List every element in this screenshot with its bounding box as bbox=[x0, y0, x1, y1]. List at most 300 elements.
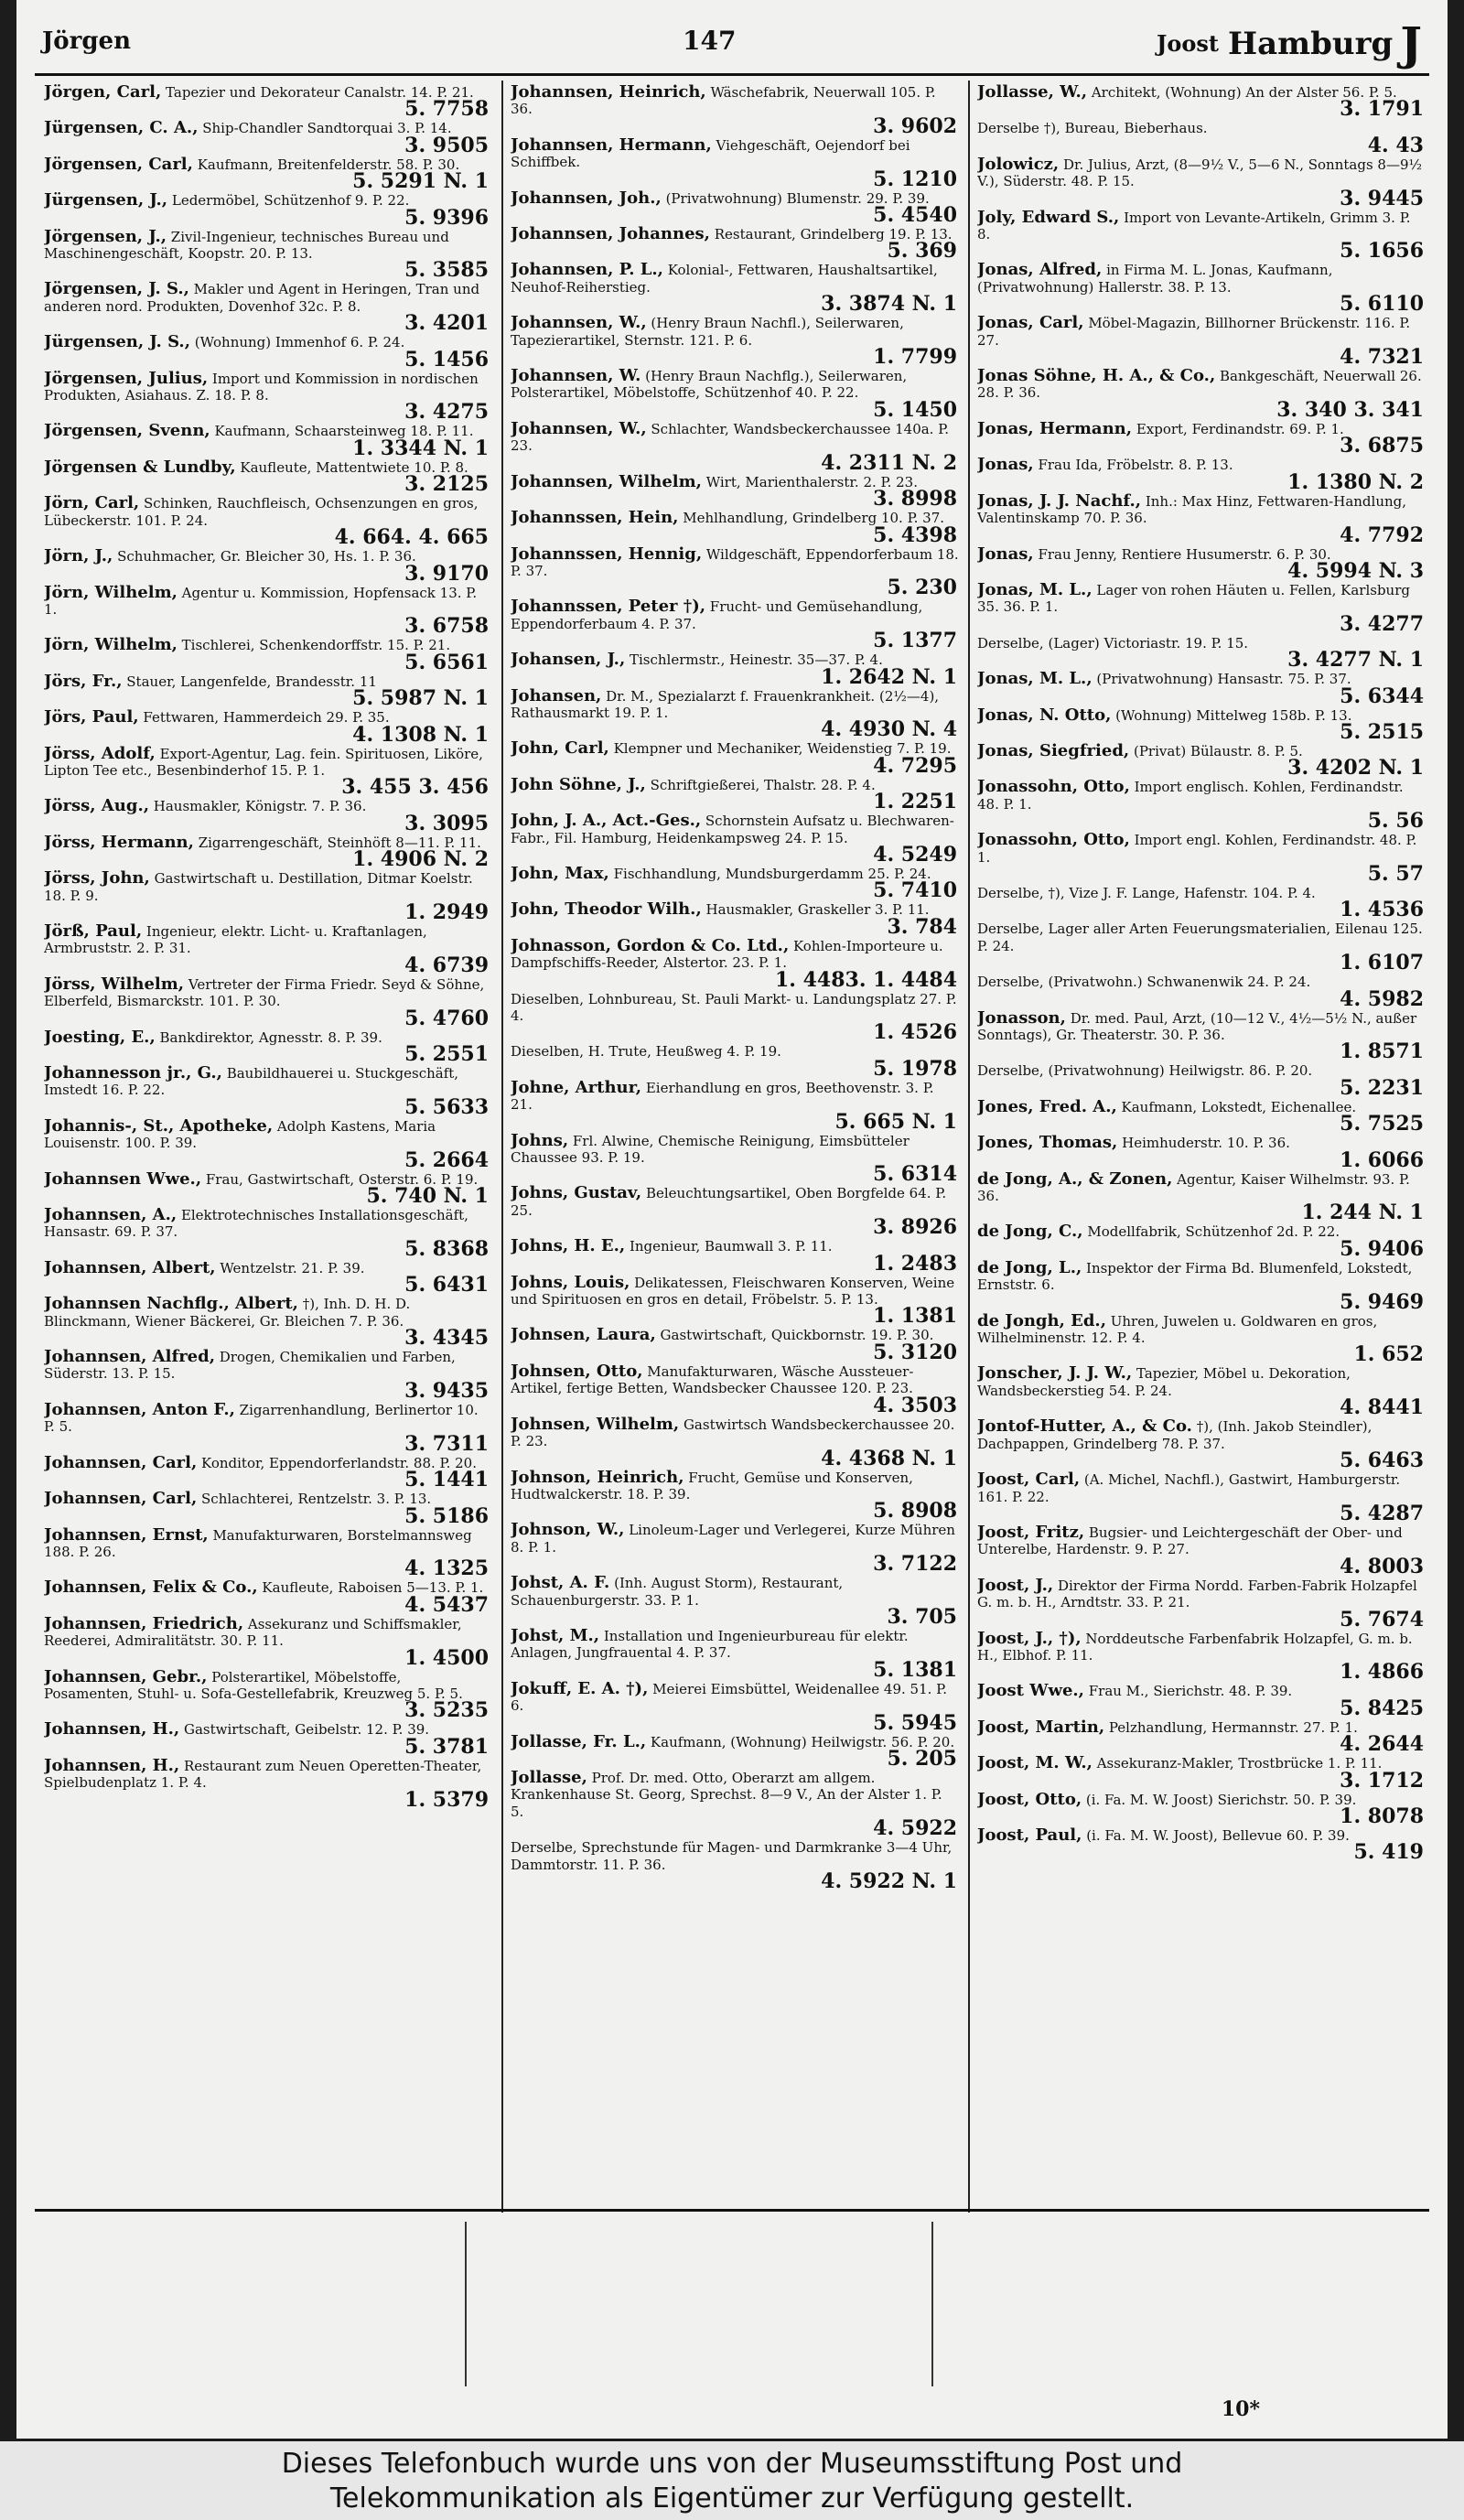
directory-entry bbox=[977, 368, 1426, 420]
directory-entry bbox=[977, 313, 1426, 370]
entry-name: Jonscher, J. J. W., bbox=[977, 1363, 1133, 1384]
directory-entry bbox=[977, 260, 1426, 317]
phone-number: 5. 2515 bbox=[1340, 719, 1424, 744]
directory-entry bbox=[977, 1717, 1426, 1757]
entry-text bbox=[511, 1416, 959, 1450]
entry-text bbox=[511, 1077, 959, 1114]
entry-name: Joost, Paul, bbox=[977, 1825, 1082, 1845]
entry-name: Jörss, Hermann, bbox=[44, 832, 194, 852]
entry-text bbox=[977, 579, 1426, 616]
entry-details: Assekuranz und Schiffsmakler, Reederei, Admiralitätstr. 30. P. 11. bbox=[44, 1615, 462, 1650]
entry-name: Jokuff, E. A. †), bbox=[511, 1678, 649, 1698]
directory-entry bbox=[44, 1399, 490, 1456]
directory-entry bbox=[977, 579, 1426, 636]
phone-number: 1. 4483. 1. 4484 bbox=[774, 967, 957, 992]
phone-number: 3. 9602 bbox=[873, 113, 957, 138]
entry-text bbox=[977, 368, 1426, 402]
entry-text bbox=[511, 418, 959, 455]
directory-entry bbox=[977, 921, 1426, 973]
entry-name: Jörss, John, bbox=[44, 868, 150, 888]
entry-details: Frau, Gastwirtschaft, Osterstr. 6. P. 19. bbox=[205, 1170, 479, 1188]
entry-text bbox=[511, 1467, 959, 1503]
entry-text bbox=[511, 137, 959, 171]
phone-number: 5. 1210 bbox=[873, 167, 957, 191]
entry-name: Jonasson, bbox=[977, 1007, 1066, 1028]
entry-text bbox=[977, 1628, 1426, 1664]
phone-number: 1. 652 bbox=[1353, 1342, 1424, 1367]
directory-entry bbox=[977, 1062, 1426, 1100]
entry-details: Wentzelstr. 21. P. 39. bbox=[220, 1259, 365, 1276]
entry-name: Johannsen, Carl, bbox=[44, 1452, 198, 1472]
entry-name: Jörs, Fr., bbox=[44, 671, 123, 691]
entry-name: Johannsen, Ernst, bbox=[44, 1524, 209, 1545]
entry-name: de Jongh, Ed., bbox=[977, 1310, 1106, 1330]
entry-text bbox=[977, 120, 1426, 136]
directory-entry bbox=[511, 650, 959, 689]
entry-name: Johannsen, H., bbox=[44, 1719, 180, 1739]
phone-number: 5. 5987 N. 1 bbox=[352, 686, 489, 711]
directory-entry bbox=[977, 1257, 1426, 1314]
entry-text bbox=[977, 1168, 1426, 1205]
entry-details: Tapezier und Dekorateur Canalstr. 14. P. 21. bbox=[166, 84, 474, 101]
entry-details: Wildgeschäft, Eppendorferbaum 18. P. 37. bbox=[511, 545, 959, 579]
entry-name: Johnson, W., bbox=[511, 1520, 625, 1540]
entry-name: Joost, Martin, bbox=[977, 1717, 1105, 1737]
phone-number: 1. 4500 bbox=[404, 1645, 489, 1670]
directory-entry bbox=[44, 154, 490, 194]
directory-entry bbox=[511, 418, 959, 475]
entry-text bbox=[511, 368, 959, 402]
entry-name: Johannesson jr., G., bbox=[44, 1063, 222, 1082]
phone-number: 5. 4398 bbox=[873, 522, 957, 547]
entry-name: Johannsen, Gebr., bbox=[44, 1666, 208, 1686]
entry-name: Jörgensen, J., bbox=[44, 226, 167, 246]
entry-text bbox=[511, 1363, 959, 1397]
directory-entry bbox=[44, 1452, 490, 1492]
directory-entry bbox=[977, 634, 1426, 673]
entry-name: Jonas, bbox=[977, 455, 1034, 475]
entry-text bbox=[44, 495, 490, 529]
directory-page bbox=[16, 0, 1448, 2439]
entry-details: Kohlen-Importeure u. Dampfschiffs-Reeder, Alstertor. 23. P. 1. bbox=[511, 937, 943, 972]
entry-details: Frl. Alwine, Chemische Reinigung, Eimsbütteler Chaussee 93. P. 19. bbox=[511, 1132, 910, 1167]
entry-text bbox=[977, 1257, 1426, 1294]
directory-entry bbox=[977, 1310, 1426, 1367]
directory-entry bbox=[511, 471, 959, 512]
phone-number: 5. 1381 bbox=[873, 1657, 957, 1682]
phone-number: 5. 7758 bbox=[404, 97, 489, 122]
phone-number: 4. 1325 bbox=[404, 1556, 489, 1581]
column-divider bbox=[501, 81, 503, 2213]
entry-name: Johnsen, Otto, bbox=[511, 1361, 643, 1381]
directory-entry bbox=[977, 1363, 1426, 1420]
directory-entry bbox=[977, 1753, 1426, 1793]
entry-name: Johns, bbox=[511, 1130, 569, 1150]
phone-number: 5. 6431 bbox=[404, 1273, 489, 1298]
directory-entry bbox=[977, 490, 1426, 547]
header-right bbox=[1157, 16, 1422, 70]
directory-entry bbox=[44, 546, 490, 586]
phone-number: 5. 6110 bbox=[1340, 292, 1424, 317]
entry-details: (Henry Braun Nachflg.), Seilerwaren, Polsterartikel, Möbelstoffe, Schützenhof 40. P. 22. bbox=[511, 368, 908, 402]
phone-number: 3. 7122 bbox=[873, 1552, 957, 1577]
entry-details: Klempner und Mechaniker, Weidenstieg 7. P. 19. bbox=[613, 740, 952, 758]
directory-entry bbox=[977, 1825, 1426, 1865]
entry-name: de Jong, L., bbox=[977, 1257, 1082, 1277]
entry-details: Derselbe, †), Vize J. F. Lange, Hafenstr. 104. P. 4. bbox=[977, 884, 1316, 901]
entry-name: Johns, Louis, bbox=[511, 1272, 630, 1292]
phone-number: 1. 2483 bbox=[873, 1251, 957, 1276]
entry-details: Schuhmacher, Gr. Bleicher 30, Hs. 1. P. 36. bbox=[117, 548, 416, 565]
entry-name: Jörgensen, Julius, bbox=[44, 368, 209, 388]
directory-entry bbox=[977, 885, 1426, 920]
directory-entry bbox=[44, 1168, 490, 1209]
entry-details: Zigarrengeschäft, Steinhöft 8—11. P. 11. bbox=[198, 834, 481, 851]
entry-details: Inspektor der Firma Bd. Blumenfeld, Lokstedt, Ernststr. 6. bbox=[977, 1259, 1413, 1294]
entry-name: Johnsen, Laura, bbox=[511, 1325, 656, 1345]
phone-number: 1. 2949 bbox=[404, 899, 489, 924]
directory-entry bbox=[44, 671, 490, 711]
entry-name: Jörgen, Carl, bbox=[44, 84, 162, 102]
directory-entry bbox=[44, 707, 490, 747]
phone-number: 5. 3781 bbox=[404, 1734, 489, 1759]
entry-name: Jörn, Wilhelm, bbox=[44, 582, 178, 602]
entry-text bbox=[511, 1678, 959, 1715]
entry-text bbox=[44, 1399, 490, 1436]
phone-number: 3. 1791 bbox=[1340, 97, 1424, 122]
bottom-rule bbox=[35, 2209, 1429, 2212]
directory-entry bbox=[511, 1767, 959, 1841]
entry-details: Dieselben, Lohnbureau, St. Pauli Markt- u. Landungsplatz 27. P. 4. bbox=[511, 990, 957, 1024]
entry-name: John, Max, bbox=[511, 863, 609, 883]
entry-text bbox=[511, 1575, 959, 1609]
entry-name: Jörss, Aug., bbox=[44, 796, 149, 816]
phone-number: 4. 7321 bbox=[1340, 345, 1424, 370]
entry-details: Fischhandlung, Mundsburgerdamm 25. P. 24. bbox=[613, 865, 931, 882]
entry-name: Jones, Thomas, bbox=[977, 1133, 1118, 1153]
phone-number: 5. 57 bbox=[1367, 861, 1424, 886]
entry-details: Installation und Ingenieurbureau für elektr. Anlagen, Jungfrauental 4. P. 37. bbox=[511, 1627, 909, 1662]
directory-entry bbox=[511, 813, 959, 865]
phone-number: 5. 2551 bbox=[404, 1042, 489, 1066]
entry-text bbox=[977, 315, 1426, 349]
phone-number: 3. 4275 bbox=[404, 400, 489, 425]
entry-text bbox=[977, 1471, 1426, 1505]
entry-text bbox=[511, 991, 959, 1025]
header-left-keyword: Jörgen bbox=[42, 27, 131, 55]
directory-entry bbox=[511, 1731, 959, 1771]
entry-name: Johannsen, Wilhelm, bbox=[511, 471, 702, 491]
phone-number: 1. 3344 N. 1 bbox=[352, 436, 489, 460]
entry-name: Johns, Gustav, bbox=[511, 1183, 642, 1203]
entry-name: Johansen, bbox=[511, 685, 602, 705]
phone-number: 4. 4930 N. 4 bbox=[821, 717, 957, 742]
directory-entry bbox=[44, 1207, 490, 1259]
phone-number: 3. 5235 bbox=[404, 1698, 489, 1723]
phone-number: 3. 9170 bbox=[404, 561, 489, 586]
entry-name: Johannsen, Carl, bbox=[44, 1489, 198, 1509]
entry-details: Assekuranz-Makler, Trostbrücke 1. P. 11. bbox=[1096, 1755, 1383, 1772]
directory-entry bbox=[511, 1236, 959, 1276]
directory-entry bbox=[44, 582, 490, 639]
entry-details: Fettwaren, Hammerdeich 29. P. 35. bbox=[143, 709, 390, 727]
directory-entry bbox=[511, 1575, 959, 1627]
entry-details: Möbel-Magazin, Billhorner Brückenstr. 116. P. 27. bbox=[977, 315, 1411, 349]
entry-name: Joost Wwe., bbox=[977, 1681, 1084, 1701]
entry-name: Johannis-, St., Apotheke, bbox=[44, 1115, 274, 1136]
entry-text bbox=[977, 262, 1426, 296]
phone-number: 5. 8425 bbox=[1340, 1696, 1424, 1720]
phone-number: 4. 8441 bbox=[1340, 1395, 1424, 1420]
phone-number: 1. 8078 bbox=[1340, 1804, 1424, 1828]
entry-details: Dieselben, H. Trute, Heußweg 4. P. 19. bbox=[511, 1043, 781, 1061]
entry-text bbox=[977, 490, 1426, 527]
entry-name: Jörss, Wilhelm, bbox=[44, 974, 185, 994]
entry-name: Johannsen Wwe., bbox=[44, 1168, 202, 1189]
directory-entry bbox=[44, 1613, 490, 1670]
entry-name: Jonas, Siegfried, bbox=[977, 740, 1130, 760]
entry-details: Stauer, Langenfelde, Brandesstr. 11 bbox=[126, 673, 377, 690]
directory-entry bbox=[44, 368, 490, 425]
directory-entry bbox=[511, 1183, 959, 1240]
directory-entry bbox=[44, 1755, 490, 1812]
entry-details: Gastwirtschaft u. Destillation, Ditmar Koelstr. 18. P. 9. bbox=[44, 870, 473, 904]
entry-details: Ledermöbel, Schützenhof 9. P. 22. bbox=[171, 192, 410, 210]
phone-number: 4. 5249 bbox=[873, 842, 957, 867]
entry-name: Johannsen, Friedrich, bbox=[44, 1613, 244, 1633]
phone-number: 4. 5437 bbox=[404, 1592, 489, 1617]
entry-details: Hausmakler, Graskeller 3. P. 11. bbox=[705, 901, 930, 919]
phone-number: 5. 1656 bbox=[1340, 239, 1424, 264]
entry-name: Jonas, M. L., bbox=[977, 669, 1093, 689]
phone-number: 5. 1377 bbox=[873, 629, 957, 653]
entry-details: Wäschefabrik, Neuerwall 105. P. 36. bbox=[511, 84, 936, 118]
column-2 bbox=[511, 84, 959, 2205]
entry-name: John Söhne, J., bbox=[511, 774, 646, 794]
phone-number: 5. 5633 bbox=[404, 1094, 489, 1119]
entry-details: Delikatessen, Fleischwaren Konserven, Weine und Spirituosen en gros en detail, Fröbelstr. 5. P. 13. bbox=[511, 1274, 955, 1308]
entry-details: Tischlermstr., Heinestr. 35—37. P. 4. bbox=[630, 652, 883, 669]
entry-details: Import und Kommission in nordischen Produkten, Asiahaus. Z. 18. P. 8. bbox=[44, 370, 479, 404]
entry-name: Jörn, Carl, bbox=[44, 493, 140, 513]
entry-name: Jürgensen, C. A., bbox=[44, 118, 199, 138]
entry-name: Jollasse, Fr. L., bbox=[511, 1731, 647, 1751]
phone-number: 3. 2125 bbox=[404, 472, 489, 497]
entry-details: Import englisch. Kohlen, Ferdinandstr. 48. P. 1. bbox=[977, 779, 1404, 813]
entry-name: Jonas, Alfred, bbox=[977, 260, 1103, 280]
directory-entry bbox=[511, 1416, 959, 1469]
directory-entry bbox=[977, 84, 1426, 122]
entry-text bbox=[44, 1755, 490, 1792]
entry-details: Frucht- und Gemüsehandlung, Eppendorferbaum 4. P. 37. bbox=[511, 598, 923, 632]
entry-name: Jürgensen, J. S., bbox=[44, 332, 190, 352]
entry-name: Johnasson, Gordon & Co. Ltd., bbox=[511, 935, 790, 955]
directory-entry bbox=[511, 224, 959, 264]
entry-text bbox=[44, 1349, 490, 1383]
directory-entry bbox=[511, 1467, 959, 1524]
entry-details: †), Inh. D. H. D. Blinckmann, Wiener Bäckerei, Gr. Bleichen 7. P. 36. bbox=[44, 1296, 411, 1330]
entry-name: Jörgensen & Lundby, bbox=[44, 457, 236, 477]
directory-entry bbox=[977, 207, 1426, 264]
phone-number: 5. 8908 bbox=[873, 1499, 957, 1524]
phone-number: 4. 4368 N. 1 bbox=[821, 1446, 957, 1470]
entry-name: John, Carl, bbox=[511, 738, 609, 759]
entry-name: Johannsen, Johannes, bbox=[511, 224, 710, 244]
directory-entry bbox=[977, 974, 1426, 1011]
directory-entry bbox=[511, 1678, 959, 1735]
entry-name: de Jong, A., & Zonen, bbox=[977, 1168, 1173, 1189]
entry-details: Manufakturwaren, Borstelmannsweg 188. P. 26. bbox=[44, 1526, 472, 1560]
phone-number: 1. 6066 bbox=[1340, 1147, 1424, 1172]
column-1 bbox=[44, 84, 490, 2205]
entry-text bbox=[511, 1130, 959, 1167]
entry-name: Jonassohn, Otto, bbox=[977, 777, 1130, 797]
entry-details: Derselbe, Lager aller Arten Feuerungsmaterialien, Eilenau 125. P. 24. bbox=[977, 921, 1423, 954]
phone-number: 5. 3120 bbox=[873, 1340, 957, 1364]
phone-number: 3. 4277 bbox=[1340, 611, 1424, 636]
phone-number: 3. 340 3. 341 bbox=[1276, 397, 1424, 422]
entry-details: Kaufmann, Lokstedt, Eichenallee. bbox=[1121, 1098, 1357, 1115]
entry-name: Johannsen, Hermann, bbox=[511, 135, 712, 155]
entry-text bbox=[511, 1767, 959, 1820]
directory-entry bbox=[44, 190, 490, 230]
directory-entry bbox=[511, 1625, 959, 1682]
entry-details: Meierei Eimsbüttel, Weidenallee 49. 51. P. 6. bbox=[511, 1680, 947, 1715]
notice-line: Dieses Telefonbuch wurde uns von der Museumsstiftung Post und bbox=[281, 2448, 1183, 2480]
entry-name: Johannsen, P. L., bbox=[511, 260, 663, 280]
entry-details: Dr. med. Paul, Arzt, (10—12 V., 4½—5½ N., außer Sonntags), Gr. Theaterstr. 30. P. 36. bbox=[977, 1009, 1417, 1043]
entry-details: Linoleum-Lager und Verlegerei, Kurze Mühren 8. P. 1. bbox=[511, 1522, 955, 1556]
header-letter: J bbox=[1400, 16, 1422, 70]
entry-details: Agentur u. Kommission, Hopfensack 13. P. 1. bbox=[44, 584, 478, 618]
entry-text bbox=[44, 743, 490, 780]
directory-entry bbox=[977, 1789, 1426, 1828]
entry-details: Kaufmann, Breitenfelderstr. 58. P. 30. bbox=[197, 156, 460, 173]
entry-text bbox=[977, 1575, 1426, 1611]
phone-number: 5. 9406 bbox=[1340, 1236, 1424, 1261]
entry-name: Johst, M., bbox=[511, 1625, 600, 1645]
entry-details: Import engl. Kohlen, Ferdinandstr. 48. P. 1. bbox=[977, 832, 1417, 866]
directory-entry bbox=[44, 1029, 490, 1064]
entry-name: de Jong, C., bbox=[977, 1222, 1083, 1242]
entry-name: Jörn, J., bbox=[44, 546, 113, 566]
entry-details: Export, Ferdinandstr. 69. P. 1. bbox=[1136, 420, 1344, 437]
entry-details: Schinken, Rauchfleisch, Ochsenzungen en gros, Lübeckerstr. 101. P. 24. bbox=[44, 495, 479, 529]
phone-number: 5. 7525 bbox=[1340, 1112, 1424, 1136]
entry-name: Johannsen, Joh., bbox=[511, 188, 662, 208]
entry-details: (Inh. August Storm), Restaurant, Schauenburgerstr. 33. P. 1. bbox=[511, 1575, 844, 1609]
directory-entry bbox=[44, 120, 490, 155]
directory-entry bbox=[511, 260, 959, 317]
directory-entry bbox=[977, 1471, 1426, 1524]
entry-text bbox=[44, 281, 490, 315]
entry-text bbox=[511, 262, 959, 296]
phone-number: 4. 8003 bbox=[1340, 1554, 1424, 1578]
entry-text bbox=[977, 156, 1426, 190]
phone-number: 5. 205 bbox=[887, 1746, 957, 1771]
entry-text bbox=[511, 1625, 959, 1662]
entry-name: Joost, M. W., bbox=[977, 1753, 1093, 1773]
directory-entry bbox=[977, 1575, 1426, 1632]
phone-number: 3. 4201 bbox=[404, 311, 489, 336]
phone-number: 1. 1381 bbox=[873, 1304, 957, 1329]
entry-details: Pelzhandlung, Hermannstr. 27. P. 1. bbox=[1108, 1718, 1358, 1736]
entry-text bbox=[977, 921, 1426, 954]
phone-number: 5. 419 bbox=[1353, 1840, 1424, 1865]
entry-text bbox=[977, 1365, 1426, 1399]
entry-name: Jonas, N. Otto, bbox=[977, 705, 1112, 725]
entry-name: Johannssen, Peter †), bbox=[511, 597, 706, 617]
phone-number: 3. 6875 bbox=[1340, 434, 1424, 458]
phone-number: 5. 8368 bbox=[404, 1236, 489, 1261]
directory-entry bbox=[44, 923, 490, 975]
entry-name: Johnsen, Wilhelm, bbox=[511, 1414, 680, 1434]
entry-details: Gastwirtschaft, Quickbornstr. 19. P. 30. bbox=[660, 1327, 934, 1344]
phone-number: 1. 4906 N. 2 bbox=[352, 847, 489, 872]
entry-details: Tapezier, Möbel u. Dekoration, Wandsbeckerstieg 54. P. 24. bbox=[977, 1365, 1351, 1399]
phone-number: 3. 4277 N. 1 bbox=[1287, 648, 1424, 673]
entry-name: Jürgensen, J., bbox=[44, 190, 168, 210]
entry-name: Johannsen, A., bbox=[44, 1205, 178, 1225]
entry-details: Kaufmann, (Wohnung) Heilwigstr. 56. P. 20. bbox=[650, 1733, 955, 1750]
entry-name: John, Theodor Wilh., bbox=[511, 899, 702, 920]
entry-details: Kaufleute, Mattentwiete 10. P. 8. bbox=[240, 458, 468, 476]
phone-number: 4. 5994 N. 3 bbox=[1287, 558, 1424, 583]
directory-entry bbox=[511, 1520, 959, 1577]
phone-number: 5. 4540 bbox=[873, 203, 957, 228]
entry-text bbox=[511, 598, 959, 632]
phone-number: 3. 8998 bbox=[873, 487, 957, 512]
entry-name: Johannsen, W., bbox=[511, 313, 647, 333]
directory-entry bbox=[44, 1524, 490, 1581]
directory-entry bbox=[44, 226, 490, 283]
directory-entry bbox=[44, 1257, 490, 1298]
entry-name: Joost, Otto, bbox=[977, 1789, 1082, 1809]
entry-text bbox=[977, 1007, 1426, 1044]
entry-text bbox=[44, 870, 490, 904]
phone-number: 3. 9435 bbox=[404, 1378, 489, 1403]
phone-number: 4. 7295 bbox=[873, 753, 957, 778]
phone-number: 5. 1456 bbox=[404, 347, 489, 372]
entry-text bbox=[511, 1185, 959, 1219]
entry-name: Johannsen, W. bbox=[511, 366, 641, 386]
entry-details: Schriftgießerei, Thalstr. 28. P. 4. bbox=[650, 776, 876, 793]
directory-entry bbox=[44, 423, 490, 458]
entry-details: Baubildhauerei u. Stuckgeschäft, Imstedt 16. P. 22. bbox=[44, 1065, 459, 1099]
phone-number: 1. 244 N. 1 bbox=[1301, 1201, 1424, 1225]
phone-number: 5. 230 bbox=[887, 576, 957, 600]
page-number: 147 bbox=[683, 26, 737, 56]
directory-entry bbox=[44, 1065, 490, 1117]
header-city: Hamburg bbox=[1228, 25, 1394, 62]
entry-details: (Privatwohnung) Hansastr. 75. P. 37. bbox=[1096, 671, 1351, 688]
phone-number: 4. 5922 N. 1 bbox=[821, 1869, 957, 1893]
entry-text bbox=[511, 813, 959, 846]
entry-text bbox=[977, 1310, 1426, 1347]
entry-text bbox=[511, 84, 959, 118]
directory-entry bbox=[511, 935, 959, 992]
phone-number: 4. 1308 N. 1 bbox=[352, 722, 489, 747]
directory-entry bbox=[977, 1222, 1426, 1261]
phone-number: 1. 5379 bbox=[404, 1787, 489, 1812]
directory-entry bbox=[44, 1489, 490, 1528]
entry-name: Jonassohn, Otto, bbox=[977, 830, 1130, 850]
directory-entry bbox=[977, 1628, 1426, 1685]
entry-text bbox=[44, 923, 490, 957]
entry-name: Jontof-Hutter, A., & Co. bbox=[977, 1416, 1192, 1437]
entry-details: Ship-Chandler Sandtorquai 3. P. 14. bbox=[202, 120, 452, 137]
directory-entry bbox=[977, 832, 1426, 884]
